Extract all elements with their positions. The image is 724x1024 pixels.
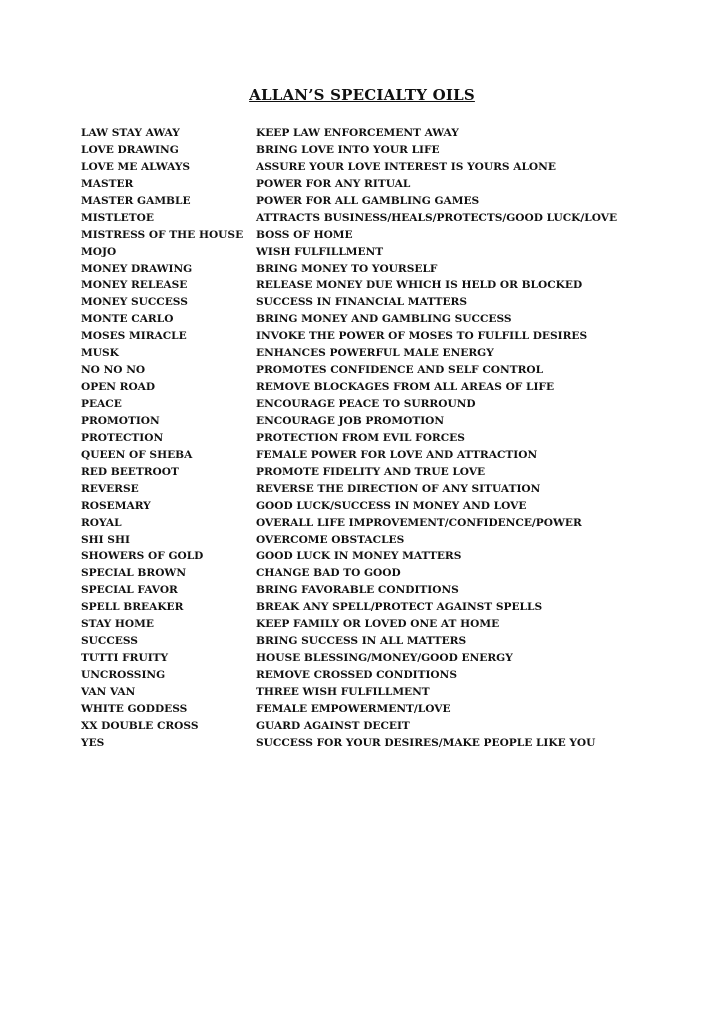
oil-row [81,294,681,311]
oil-description: CHANGE BAD TO GOOD [256,567,401,580]
oil-description: REVERSE THE DIRECTION OF ANY SITUATION [256,482,541,495]
oil-name: MASTER GAMBLE [81,194,191,207]
oil-description: FEMALE POWER FOR LOVE AND ATTRACTION [256,448,538,461]
oil-description: KEEP LAW ENFORCEMENT AWAY [256,127,459,139]
oil-name: VAN VAN [81,685,136,698]
oil-description: GOOD LUCK/SUCCESS IN MONEY AND LOVE [256,499,527,512]
oil-description: INVOKE THE POWER OF MOSES TO FULFILL DESIRES [256,330,588,343]
oil-description: HOUSE BLESSING/MONEY/GOOD ENERGY [256,652,513,665]
oil-description: BRING SUCCESS IN ALL MATTERS [256,635,467,648]
oil-row [81,125,681,142]
oil-description: BOSS OF HOME [256,228,353,241]
oil-list [81,125,681,752]
oil-name: SPECIAL BROWN [81,567,187,580]
oil-description: GOOD LUCK IN MONEY MATTERS [256,550,462,563]
oil-name: ROSEMARY [81,499,151,512]
oil-name: SHOWERS OF GOLD [81,550,204,563]
oil-row [81,362,681,379]
oil-name: NO NO NO [81,364,146,377]
oil-row [81,565,681,582]
oil-name: QUEEN OF SHEBA [81,448,193,461]
oil-name: XX DOUBLE CROSS [81,719,199,732]
oil-name: MONEY RELEASE [81,279,188,292]
oil-name: MISTLETOE [81,211,154,224]
oil-name: PROMOTION [81,414,160,427]
oil-description: BRING MONEY TO YOURSELF [256,262,438,275]
oil-name: MONEY SUCCESS [81,296,188,309]
oil-description: BRING MONEY AND GAMBLING SUCCESS [256,313,512,326]
oil-row [81,532,681,549]
oil-row [81,227,681,244]
oil-description: SUCCESS FOR YOUR DESIRES/MAKE PEOPLE LIKE YOU [256,736,596,749]
oil-description: ENCOURAGE JOB PROMOTION [256,414,445,427]
oil-row [81,498,681,515]
oil-row [81,413,681,430]
oil-row [81,328,681,345]
oil-name: MOSES MIRACLE [81,330,187,343]
oil-row [81,379,681,396]
oil-row [81,430,681,447]
oil-description: ENCOURAGE PEACE TO SURROUND [256,398,476,410]
oil-description: BRING FAVORABLE CONDITIONS [256,584,459,597]
oil-row [81,718,681,735]
oil-description: REMOVE CROSSED CONDITIONS [256,669,457,681]
oil-row [81,142,681,159]
oil-name: SPECIAL FAVOR [81,584,178,597]
oil-name: WHITE GODDESS [81,702,188,715]
oil-description: OVERCOME OBSTACLES [256,533,405,546]
oil-row [81,464,681,481]
oil-row [81,616,681,633]
oil-row [81,481,681,498]
oil-row [81,515,681,532]
oil-name: YES [81,736,105,749]
oil-row [81,735,681,752]
oil-description: SUCCESS IN FINANCIAL MATTERS [256,296,468,309]
oil-description: OVERALL LIFE IMPROVEMENT/CONFIDENCE/POWER [256,516,582,529]
oil-name: OPEN ROAD [81,381,156,394]
oil-row [81,599,681,616]
oil-row [81,667,681,684]
oil-name: PROTECTION [81,431,164,444]
oil-name: LOVE DRAWING [81,143,179,156]
oil-row [81,633,681,650]
oil-row [81,396,681,413]
oil-name: UNCROSSING [81,669,166,681]
oil-name: STAY HOME [81,618,154,631]
oil-name: MUSK [81,347,119,360]
oil-description: POWER FOR ANY RITUAL [256,177,411,190]
oil-row [81,176,681,193]
oil-description: PROMOTE FIDELITY AND TRUE LOVE [256,465,486,478]
oil-row [81,650,681,667]
oil-row [81,701,681,718]
oil-description: KEEP FAMILY OR LOVED ONE AT HOME [256,618,500,631]
oil-description: ATTRACTS BUSINESS/HEALS/PROTECTS/GOOD LUCK/LOVE [256,211,618,224]
oil-description: ASSURE YOUR LOVE INTEREST IS YOURS ALONE [256,160,556,173]
oil-description: BREAK ANY SPELL/PROTECT AGAINST SPELLS [256,601,543,614]
oil-row [81,244,681,261]
oil-name: SUCCESS [81,635,138,648]
oil-name: MASTER [81,177,134,190]
oil-description: GUARD AGAINST DECEIT [256,719,410,732]
oil-row [81,261,681,278]
oil-name: SHI SHI [81,533,130,546]
oil-description: PROMOTES CONFIDENCE AND SELF CONTROL [256,364,544,377]
oil-name: MOJO [81,245,117,258]
oil-name: RED BEETROOT [81,465,179,478]
oil-row [81,582,681,599]
oil-name: SPELL BREAKER [81,601,184,614]
page-title: ALLAN’S SPECIALTY OILS [249,86,475,104]
oil-row [81,210,681,227]
oil-description: FEMALE EMPOWERMENT/LOVE [256,702,451,715]
oil-name: TUTTI FRUITY [81,652,169,665]
oil-name: ROYAL [81,516,122,529]
oil-name: MISTRESS OF THE HOUSE [81,228,244,241]
oil-name: PEACE [81,398,122,410]
oil-name: MONEY DRAWING [81,262,193,275]
oil-description: ENHANCES POWERFUL MALE ENERGY [256,347,494,360]
oil-description: RELEASE MONEY DUE WHICH IS HELD OR BLOCKED [256,279,583,292]
oil-row [81,548,681,565]
oil-description: POWER FOR ALL GAMBLING GAMES [256,194,480,207]
oil-row [81,684,681,701]
oil-row [81,193,681,210]
oil-description: WISH FULFILLMENT [256,245,384,258]
oil-name: LOVE ME ALWAYS [81,160,191,173]
oil-name: LAW STAY AWAY [81,127,180,139]
oil-description: PROTECTION FROM EVIL FORCES [256,431,465,444]
oil-row [81,345,681,362]
oil-row [81,311,681,328]
oil-name: MONTE CARLO [81,313,174,326]
oil-description: THREE WISH FULFILLMENT [256,685,430,698]
oil-row [81,447,681,464]
oil-row [81,277,681,294]
oil-name: REVERSE [81,482,139,495]
oil-row [81,159,681,176]
oil-description: BRING LOVE INTO YOUR LIFE [256,143,440,156]
oil-description: REMOVE BLOCKAGES FROM ALL AREAS OF LIFE [256,381,555,394]
